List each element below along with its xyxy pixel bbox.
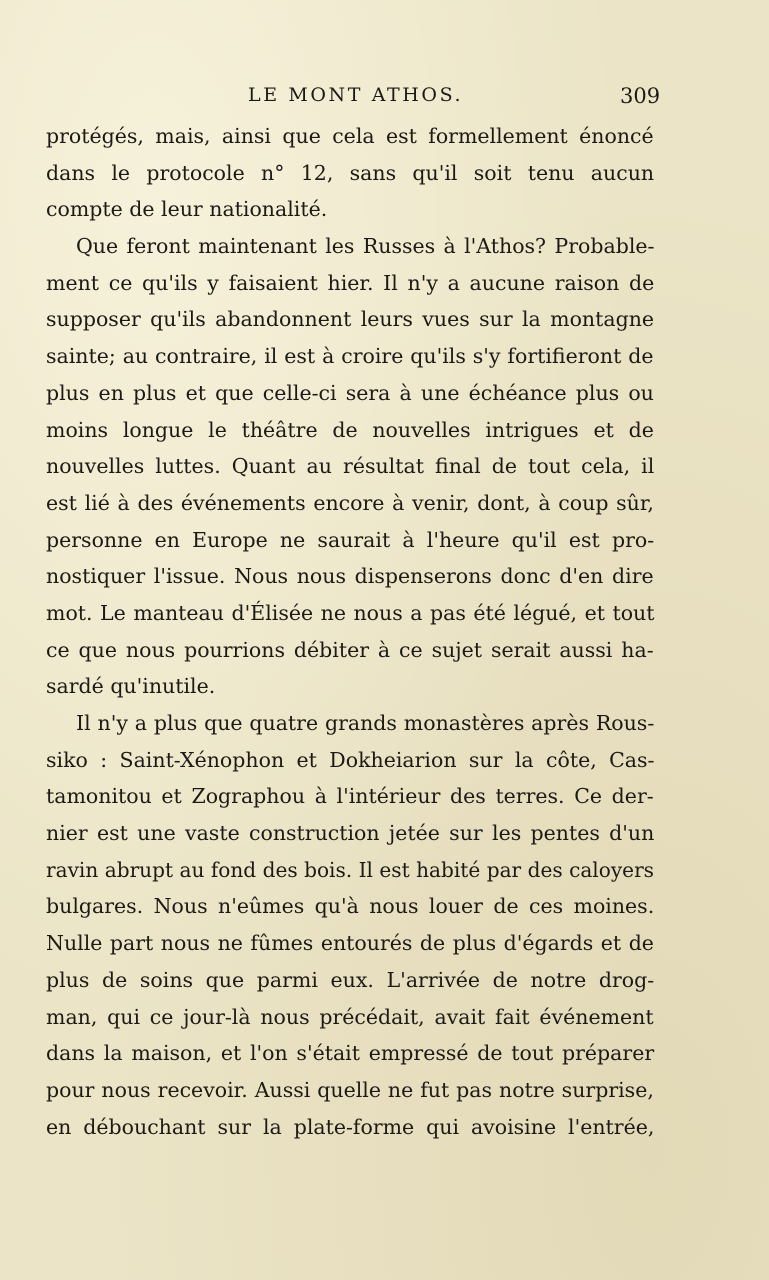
text-line: Nulle part nous ne fûmes entourés de plus d'égards et de <box>46 931 654 956</box>
page-header <box>0 84 769 114</box>
running-title: LE MONT ATHOS. <box>248 84 464 106</box>
text-line: nouvelles luttes. Quant au résultat final de tout cela, il <box>46 454 655 479</box>
text-line: bulgares. Nous n'eûmes qu'à nous louer de ces moines. <box>46 894 655 919</box>
text-line: ment ce qu'ils y faisaient hier. Il n'y a aucune raison de <box>46 270 655 295</box>
text-line: personne en Europe ne saurait à l'heure qu'il est pro- <box>46 527 655 552</box>
text-line: nier est une vaste construction jetée sur les pentes d'un <box>46 821 655 846</box>
page-number: 309 <box>620 84 661 108</box>
text-line: Que feront maintenant les Russes à l'Athos? Probable- <box>76 234 655 259</box>
body-text <box>46 118 654 1145</box>
text-line: Il n'y a plus que quatre grands monastères après Rous- <box>76 711 655 735</box>
text-line: est lié à des événements encore à venir, dont, à coup sûr, <box>46 490 654 515</box>
text-line: compte de leur nationalité. <box>46 197 328 222</box>
text-line: dans le protocole n° 12, sans qu'il soit tenu aucun <box>46 160 655 185</box>
text-line: ce que nous pourrions débiter à ce sujet serait aussi ha- <box>46 637 654 662</box>
text-line: sainte; au contraire, il est à croire qu'ils s'y fortifieront de <box>46 344 654 369</box>
text-line: en débouchant sur la plate-forme qui avoisine l'entrée, <box>46 1114 655 1139</box>
text-line: protégés, mais, ainsi que cela est formellement énoncé <box>46 124 654 148</box>
text-line: dans la maison, et l'on s'était empressé de tout préparer <box>46 1041 655 1066</box>
text-line: tamonitou et Zographou à l'intérieur des terres. Ce der- <box>46 784 654 809</box>
text-line: ravin abrupt au fond des bois. Il est habité par des caloyers <box>46 857 654 882</box>
text-line: supposer qu'ils abandonnent leurs vues sur la montagne <box>46 307 655 332</box>
text-line: sardé qu'inutile. <box>46 674 216 699</box>
text-line: nostiquer l'issue. Nous nous dispenserons donc d'en dire <box>46 564 654 589</box>
text-line: moins longue le théâtre de nouvelles intrigues et de <box>46 417 654 442</box>
text-line: siko : Saint-Xénophon et Dokheiarion sur la côte, Cas- <box>46 747 655 772</box>
text-line: man, qui ce jour-là nous précédait, avait fait événement <box>46 1004 654 1029</box>
text-line: mot. Le manteau d'Élisée ne nous a pas été légué, et tout <box>46 600 655 625</box>
text-line: pour nous recevoir. Aussi quelle ne fut pas notre surprise, <box>46 1077 654 1102</box>
text-line: plus de soins que parmi eux. L'arrivée de notre drog- <box>46 967 655 992</box>
text-line: plus en plus et que celle-ci sera à une échéance plus ou <box>46 380 654 405</box>
